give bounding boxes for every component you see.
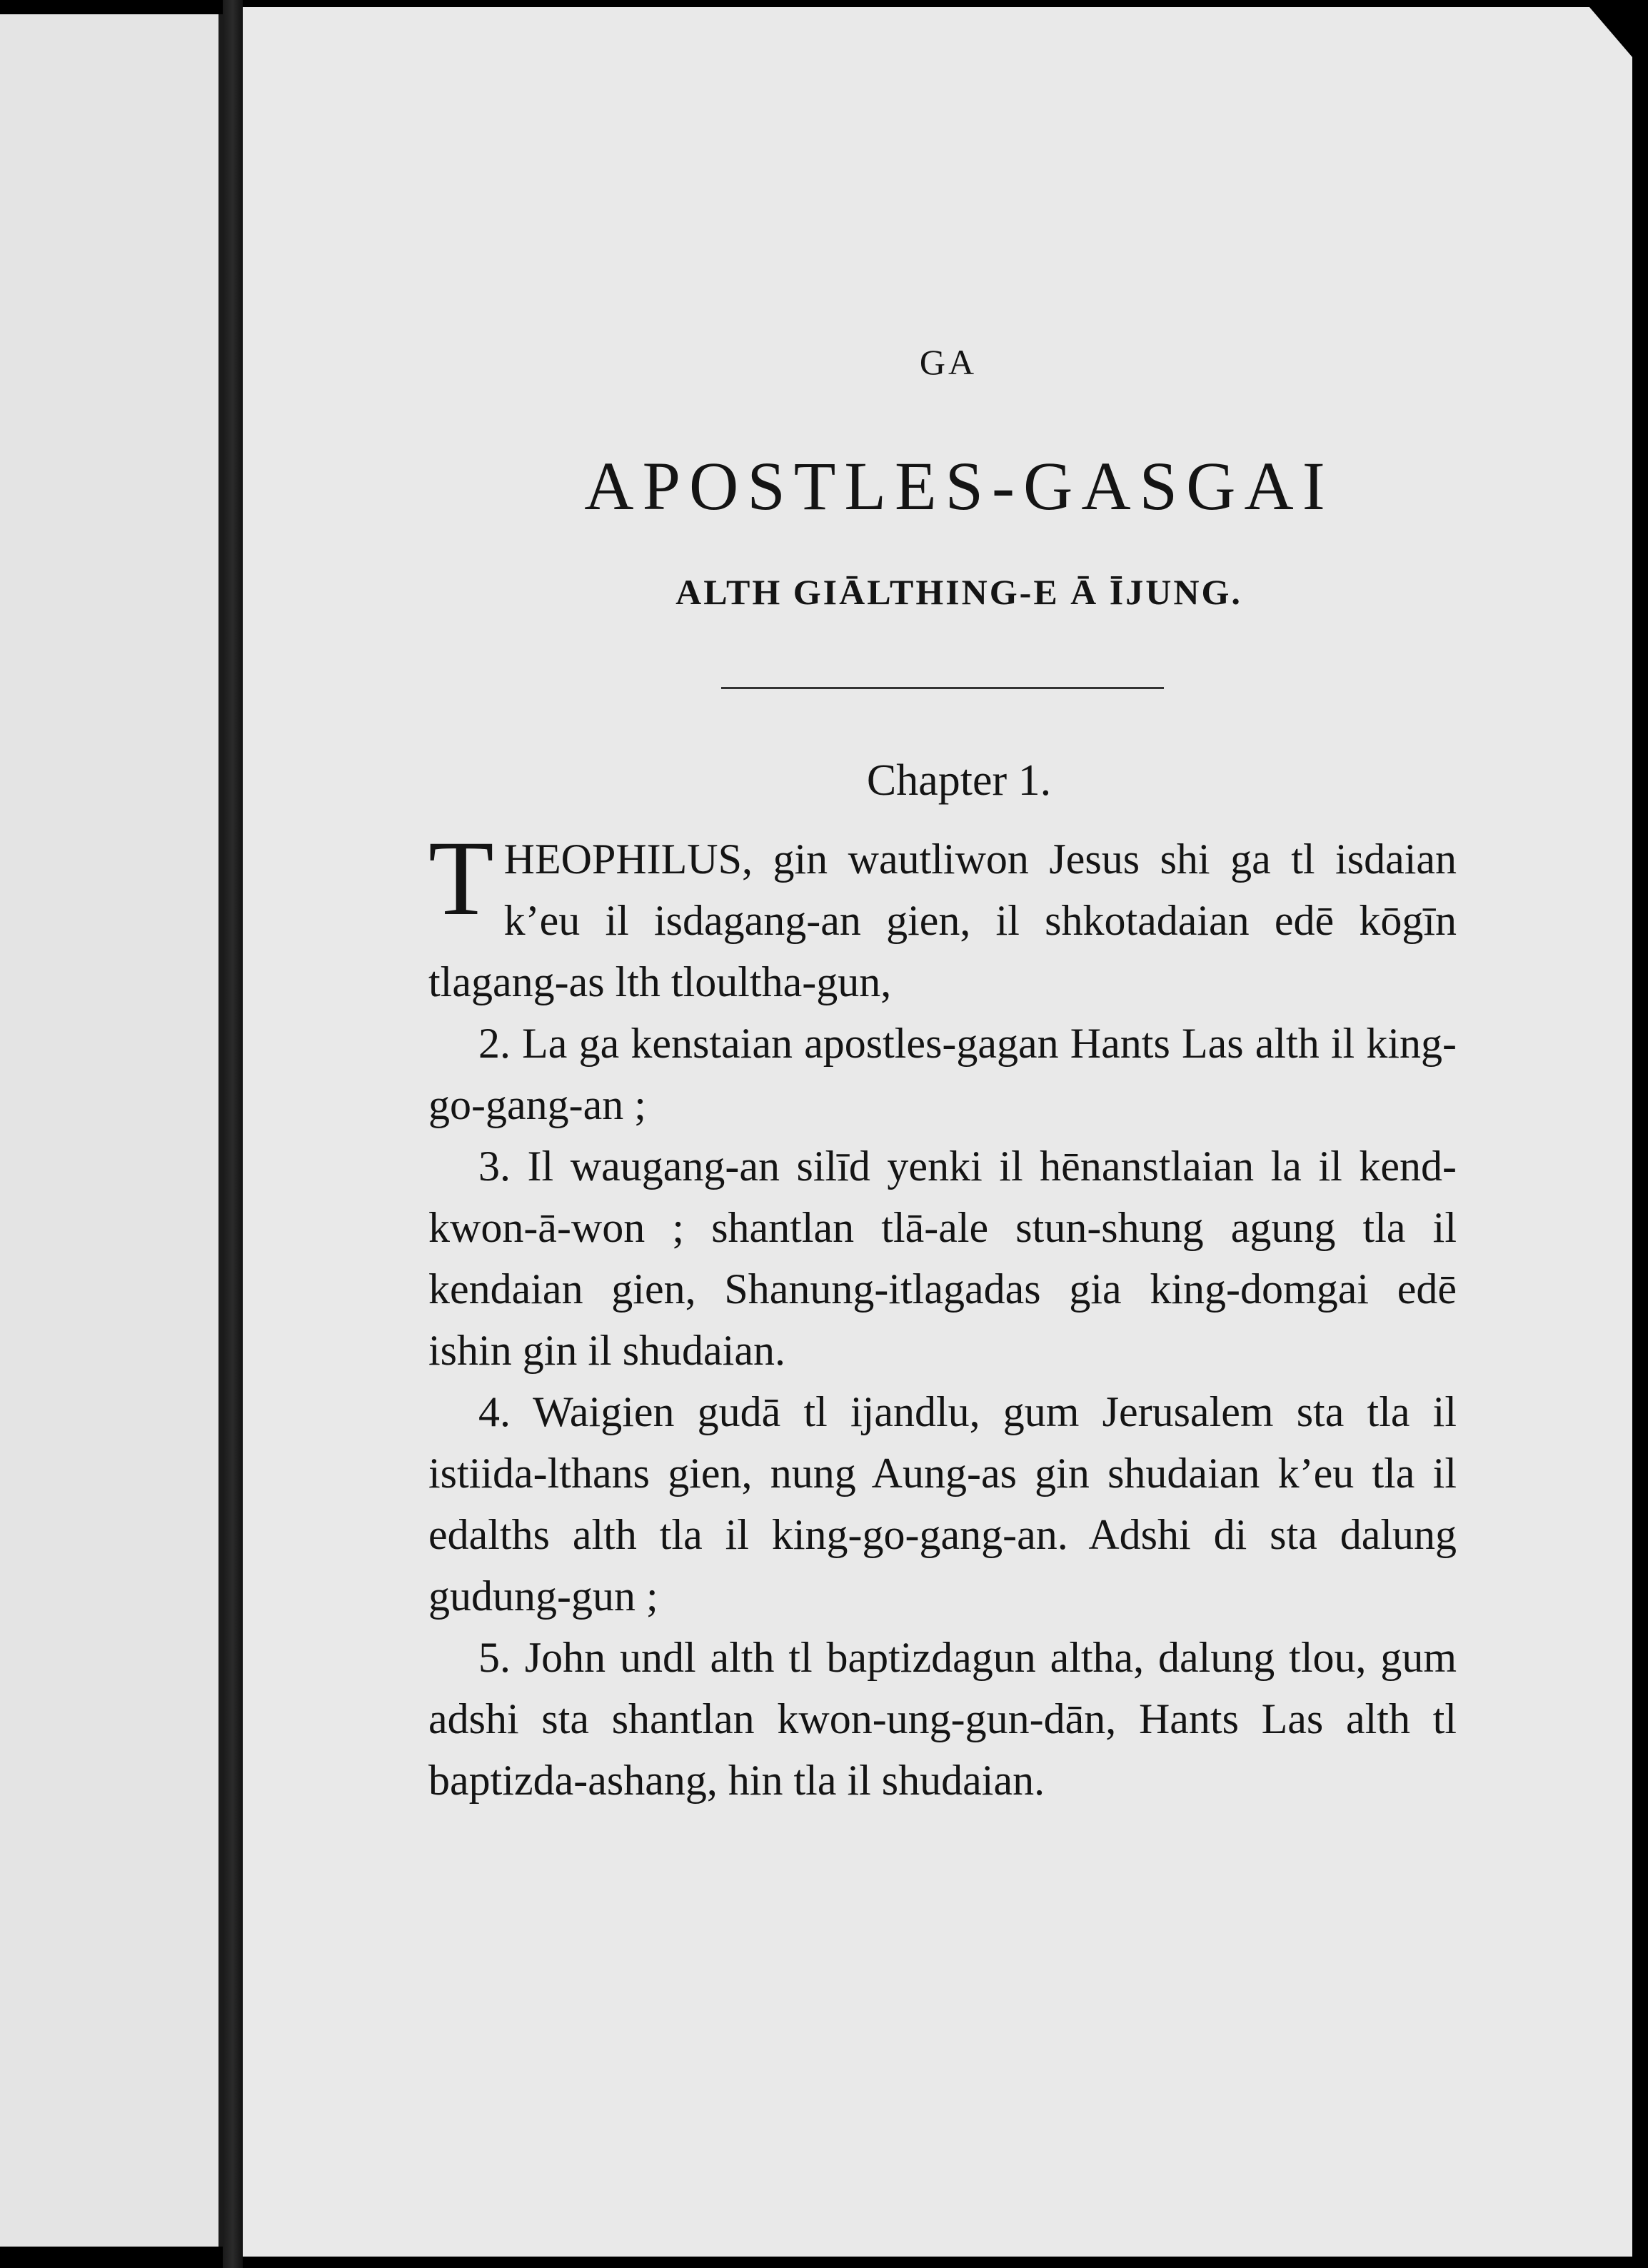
chapter-heading: Chapter 1. <box>866 756 1052 805</box>
book-gutter <box>223 0 243 2268</box>
book-subtitle: ALTH GIĀLTHING-E Ā ĪJUNG. <box>675 572 1242 612</box>
verse-5: 5. John undl alth tl baptizdagun altha, dalung tlou, gum adshi sta shantlan kwon-ung-gun-dān, Hants Las alth tl baptizda-ashang, hin tla il shudaian. <box>428 1634 1457 1804</box>
divider-rule <box>721 687 1164 689</box>
book-page <box>243 7 1632 2257</box>
verse-1-text: HEOPHILUS, gin wautliwon Jesus shi ga tl isdaian k’eu il isdagang-an gien, il shkotadaian edē kōgīn tlagang-as lth tloultha-gun, <box>428 836 1457 1005</box>
left-facing-page <box>0 14 223 2247</box>
verse-3: 3. Il waugang-an silīd yenki il hēnanstlaian la il kend-kwon-ā-won ; shantlan tlā-ale stun-shung agung tla il kendaian gien, Shanung-itlagadas gia king-domgai edē ishin gin il shudaian. <box>428 1143 1457 1374</box>
page-corner <box>1589 7 1632 57</box>
verse-2: 2. La ga kenstaian apostles-gagan Hants Las alth il king-go-gang-an ; <box>428 1020 1457 1128</box>
verse-1 <box>428 819 1457 1013</box>
drop-cap: T <box>428 819 494 938</box>
book-title: APOSTLES-GASGAI <box>584 448 1334 524</box>
verse-4: 4. Waigien gudā tl ijandlu, gum Jerusalem sta tla il istiida-lthans gien, nung Aung-as gin shudaian k’eu tla il edalths alth tla il king-go-gang-an. Adshi di sta dalung gudung-gun ; <box>428 1388 1457 1620</box>
heading-ga: GA <box>919 342 978 382</box>
chapter-text <box>428 819 1457 1811</box>
